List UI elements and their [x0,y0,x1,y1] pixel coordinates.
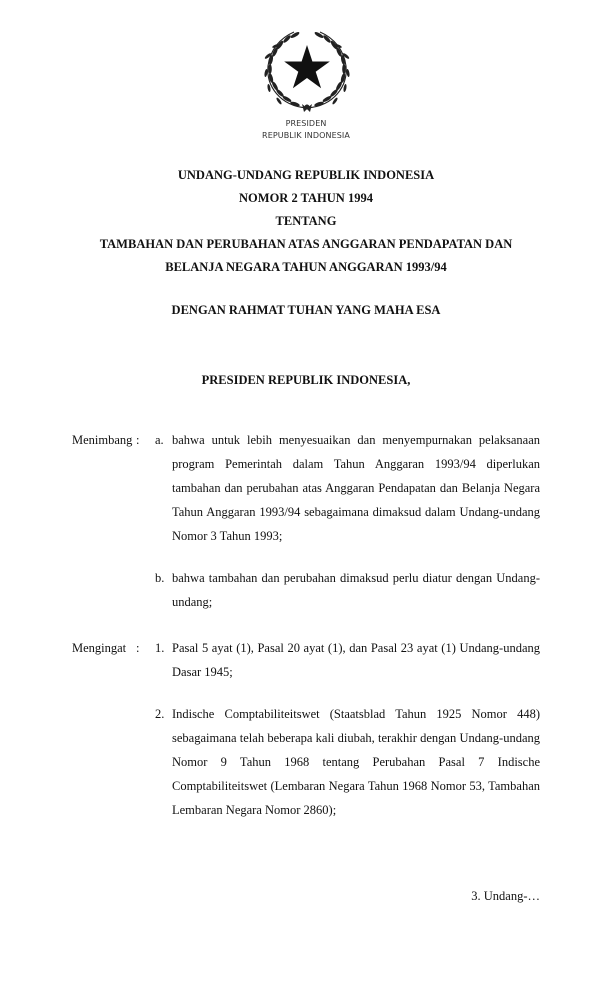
legal-basis-list [155,636,540,840]
title-line-about: TENTANG [275,214,337,228]
item-marker: b. [155,571,165,585]
item-text: bahwa untuk lebih menyesuaikan dan menyempurnakan pelaksanaan program Pemerintah dalam Tahun Anggaran 1993/94 diperlukan tambahan dan perubahan atas Anggaran Pendapatan dan Belanja Negara Tahun Anggaran 1993/94 sebagaimana dimaksud dalam Undang-undang Nomor 3 Tahun 1993; [172,433,540,543]
list-item [155,428,540,548]
section-label: Mengingat [72,641,127,655]
title-line-subject-1: TAMBAHAN DAN PERUBAHAN ATAS ANGGARAN PENDAPATAN DAN [99,237,513,251]
title-line-law-type: UNDANG-UNDANG REPUBLIK INDONESIA [177,168,435,182]
section-label: Menimbang [72,433,133,447]
presidential-seal-icon [262,28,352,113]
item-text: Pasal 5 ayat (1), Pasal 20 ayat (1), dan Pasal 23 ayat (1) Undang-undang Dasar 1945; [172,641,540,679]
considerations-list [155,428,540,632]
item-text: bahwa tambahan dan perubahan dimaksud perlu diatur dengan Undang-undang; [172,571,540,609]
item-marker: 2. [155,707,165,721]
invocation-heading: DENGAN RAHMAT TUHAN YANG MAHA ESA [171,303,441,317]
item-text: Indische Comptabiliteitswet (Staatsblad Tahun 1925 Nomor 448) sebagaimana telah beberapa kali diubah, terakhir dengan Undang-undang Nomor 9 Tahun 1968 tentang Perubahan Pasal 7 Indische Comptabiliteitswet (Lembaran Negara Tahun 1968 Nomor 53, Tambahan Lembaran Negara Nomor 2860); [172,707,540,817]
list-item [155,636,540,684]
emblem-caption-presiden: PRESIDEN [285,119,327,128]
list-item [155,566,540,614]
issuer-heading: PRESIDEN REPUBLIK INDONESIA, [201,373,411,387]
section-colon: : [136,641,140,655]
item-marker: 1. [155,641,165,655]
page-continuation-note: 3. Undang-… [471,889,540,903]
title-line-subject-2: BELANJA NEGARA TAHUN ANGGARAN 1993/94 [165,260,447,274]
section-colon: : [136,433,140,447]
emblem-caption-republik-indonesia: REPUBLIK INDONESIA [262,131,350,140]
title-line-number: NOMOR 2 TAHUN 1994 [239,191,373,205]
item-marker: a. [155,433,164,447]
document-title [0,164,612,279]
list-item [155,702,540,822]
